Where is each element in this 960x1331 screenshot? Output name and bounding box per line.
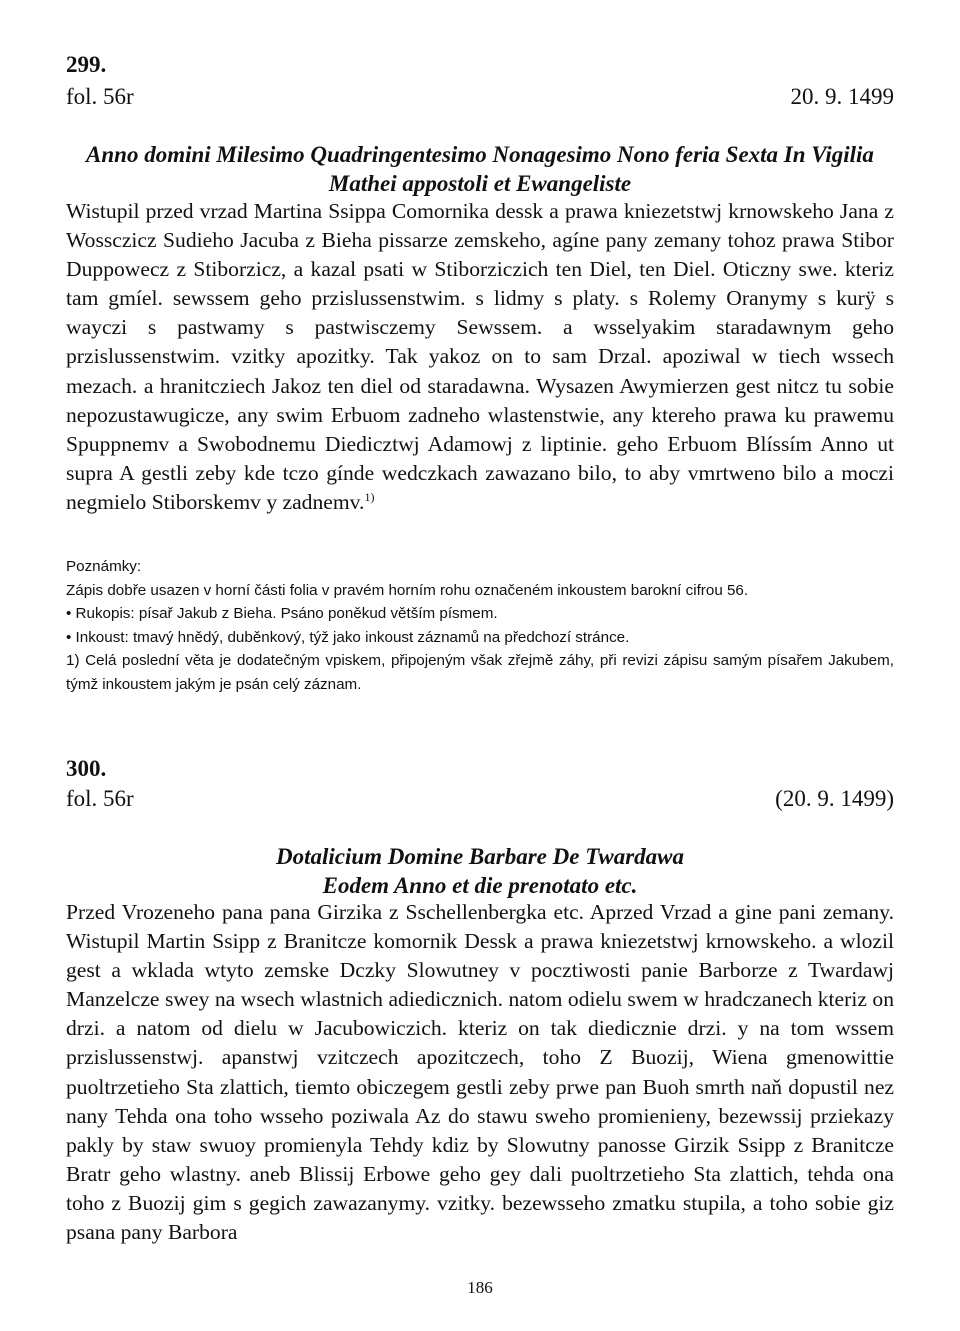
notes-section <box>66 555 894 697</box>
folio-line <box>66 84 894 110</box>
folio-reference: fol. 56r <box>66 84 134 109</box>
entry-number: 299. <box>66 52 107 77</box>
document-page <box>66 0 894 1331</box>
footnote-marker: 1) <box>364 489 375 504</box>
heading-line: Dotalicium Domine Barbare De Twardawa <box>275 844 685 869</box>
heading-line: Mathei appostoli et Ewangeliste <box>328 171 632 196</box>
notes-label: Poznámky: <box>66 558 142 575</box>
footnote-text: 1) Celá poslední věta je dodatečným vpiskem, připojeným však zřejmě záhy, při revizi zápisu samým písařem Jakubem, týmž inkoustem jakým je psán celý záznam. <box>66 652 894 693</box>
page-number: 186 <box>467 1278 493 1297</box>
entry-heading <box>66 140 894 198</box>
heading-line: Anno domini Milesimo Quadringentesimo Nonagesimo Nono feria Sexta In Vigilia <box>86 142 874 167</box>
folio-line <box>66 786 894 812</box>
entry-number: 300. <box>66 756 107 781</box>
entry-date: (20. 9. 1499) <box>775 786 894 811</box>
entry-text <box>66 197 894 517</box>
entry-heading <box>66 842 894 900</box>
folio-reference: fol. 56r <box>66 786 134 811</box>
note-line: Zápis dobře usazen v horní části folia v pravém horním rohu označeném inkoustem barokní cifrou 56. <box>66 581 749 599</box>
entry-text <box>66 898 894 1247</box>
entry-text-content: Wistupil przed vrzad Martina Ssippa Comornika dessk a prawa kniezetstwj krnowskeho Jana z Wossczicz Sudieho Jacuba z Bieha pissarze zemskeho, agíne pany zemany tohoz prawa Stibor Duppowecz z Stiborzicz, a kazal psati w Stiborziczich ten Diel, ten Diel. Oticzny swe. kteriz tam gmíel. sewssem geho przislussenstwim. s lidmy s platy. s Rolemy Oranymy s kurÿ s wayczi s pastwamy s pastwisczemy Sewssem. a wsselyakim staradawnym geho przislussenstwim. vzitky apozitky. Tak yakoz on to sam Drzal. apoziwal w tiech wssech mezach. a hranitcziech Jakoz ten diel od staradawna. Wysazen Awymierzen gest nitcz tu sobie nepozustawugicze, any swim Erbuom zadneho wlastenstwie, any ktereho prawa ku prawemu Spuppnemv a Swobodnemu Diedicztwj Adamowj z liptinie. geho Erbuom Blíssím Anno ut supra A gestli zeby kde tczo gínde wedczkach zawazano bilo, to aby vmrtweno bilo a moczi negmielo Stiborskemv y zadnemv. <box>66 199 894 514</box>
note-line: • Rukopis: písař Jakub z Bieha. Psáno poněkud větším písmem. <box>66 605 498 623</box>
entry-date: 20. 9. 1499 <box>790 84 894 109</box>
note-line: • Inkoust: tmavý hnědý, duběnkový, týž jako inkoust záznamů na předchozí stránce. <box>66 628 630 646</box>
entry-text-content: Przed Vrozeneho pana pana Girzika z Sschellenbergka etc. Aprzed Vrzad a gine pani zemany. Wistupil Martin Ssipp z Branitcze komornik Dessk a prawa kniezetstwj krnowskeho. a wlozil gest a wklada wtyto zemske Dczky Slowutney v pocztiwosti panie Barborze z Twardawj Manzelcze swey na wsech wlastnich adiedicznich. natom odielu swem w hradczanech kteriz on drzi. a natom od dielu w Jacubowiczich. kteriz on tak diedicznie drzi. y na tom wssem przislussenstwj. apanstwj vzitczech apozitczech, toho Z Buozij, Wiena gmenowittie puoltrzetieho Sta zlattich, tiemto obiczegem gestli zeby prwe pan Buoh smrth naň dopustil nez nany Tehda ona toho wsseho poziwala Az do stawu sweho promienieny, bezewssij prziekazy pakly by staw swuoy promienyla Tehdy kdiz by Slowutny panosse Girzik Ssipp z Branitcze Bratr geho wlastny. aneb Blissij Erbowe geho gey dali puoltrzetieho Sta zlattich, tehda ona toho z Buozij gim s gegich zawazanymy. vzitky. bezewsseho zmatku stupila, a toho sobie giz psana pany Barbora <box>66 900 894 1245</box>
heading-line: Eodem Anno et die prenotato etc. <box>322 873 638 898</box>
